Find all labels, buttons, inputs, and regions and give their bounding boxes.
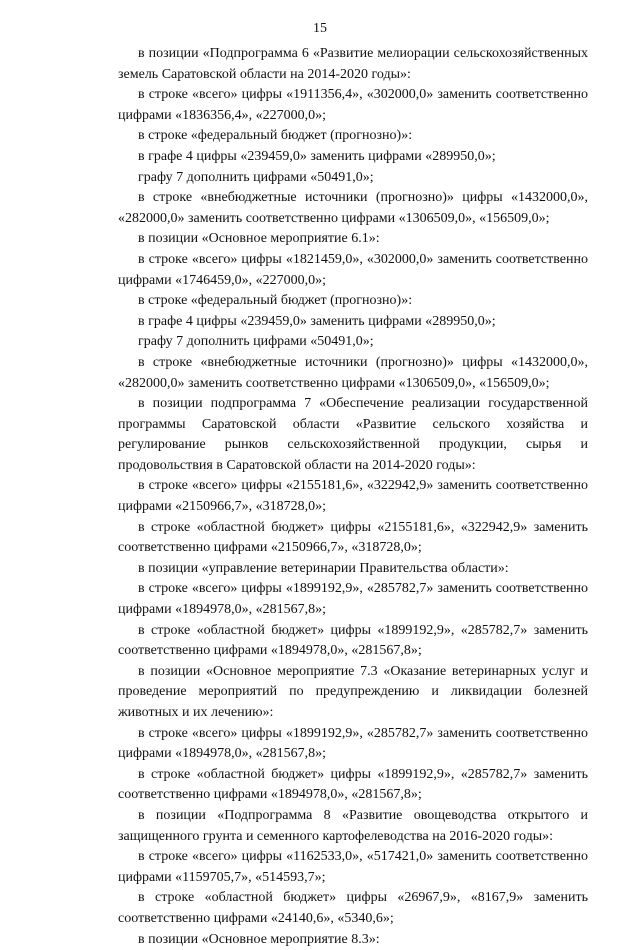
paragraph: в позиции подпрограмма 7 «Обеспечение реализации государственной программы Саратовской области «Развитие сельского хозяйства и регулирование рынков сельскохозяйственной продукции, сырья и продовольствия в Саратовской области на 2014-2020 годы»: (118, 396, 588, 473)
paragraph: в строке «федеральный бюджет (прогнозно)»: (138, 128, 413, 144)
paragraph: в позиции «Основное мероприятие 6.1»: (138, 231, 380, 247)
paragraph: в строке «областной бюджет» цифры «1899192,9», «285782,7» заменить соответственно цифрами «1894978,0», «281567,8»; (118, 766, 588, 803)
paragraph: в строке «областной бюджет» цифры «1899192,9», «285782,7» заменить соответственно цифрами «1894978,0», «281567,8»; (118, 622, 588, 659)
paragraph: в строке «всего» цифры «1899192,9», «285782,7» заменить соответственно цифрами «1894978,0», «281567,8»; (118, 581, 588, 618)
paragraph: в строке «областной бюджет» цифры «26967,9», «8167,9» заменить соответственно цифрами «24140,6», «5340,6»; (118, 890, 588, 926)
paragraph: в строке «всего» цифры «1821459,0», «302000,0» заменить соответственно цифрами «1746459,0», «227000,0»; (118, 251, 588, 288)
paragraph: в строке «всего» цифры «2155181,6», «322942,9» заменить соответственно цифрами «2150966,7», «318728,0»; (118, 478, 588, 515)
paragraph: в строке «всего» цифры «1911356,4», «302000,0» заменить соответственно цифрами «1836356,4», «227000,0»; (118, 87, 588, 123)
paragraph: графу 7 дополнить цифрами «50491,0»; (138, 334, 374, 350)
paragraph: в строке «внебюджетные источники (прогнозно)» цифры «1432000,0», «282000,0» заменить соответственно цифрами «1306509,0», «156509,0»; (118, 354, 588, 391)
paragraph: в графе 4 цифры «239459,0» заменить цифрами «289950,0»; (138, 148, 496, 164)
paragraph: в строке «всего» цифры «1899192,9», «285782,7» заменить соответственно цифрами «1894978,0», «281567,8»; (118, 725, 588, 762)
paragraph: в графе 4 цифры «239459,0» заменить цифрами «289950,0»; (138, 313, 496, 329)
page-number: 15 (313, 21, 327, 36)
paragraph: в позиции «Подпрограмма 6 «Развитие мелиорации сельскохозяйственных земель Саратовской области на 2014-2020 годы»: (118, 46, 588, 82)
paragraph: в позиции «Основное мероприятие 8.3»: (138, 931, 380, 947)
paragraph: в строке «федеральный бюджет (прогнозно)»: (138, 293, 413, 309)
paragraph: графу 7 дополнить цифрами «50491,0»; (138, 169, 374, 185)
paragraph: в позиции «Подпрограмма 8 «Развитие овощеводства открытого и защищенного грунта и семенного картофелеводства на 2016-2020 годы»: (118, 807, 588, 844)
paragraph: в позиции «Основное мероприятие 7.3 «Оказание ветеринарных услуг и проведение мероприятий по предупреждению и ликвидации болезней животных и их лечению»: (118, 663, 588, 720)
paragraph: в строке «областной бюджет» цифры «2155181,6», «322942,9» заменить соответственно цифрами «2150966,7», «318728,0»; (118, 519, 588, 556)
paragraph: в строке «всего» цифры «1162533,0», «517421,0» заменить соответственно цифрами «1159705,7», «514593,7»; (118, 849, 588, 885)
document-body (118, 44, 588, 950)
paragraph: в строке «внебюджетные источники (прогнозно)» цифры «1432000,0», «282000,0» заменить соответственно цифрами «1306509,0», «156509,0»; (118, 190, 588, 226)
paragraph: в позиции «управление ветеринарии Правительства области»: (138, 560, 509, 576)
